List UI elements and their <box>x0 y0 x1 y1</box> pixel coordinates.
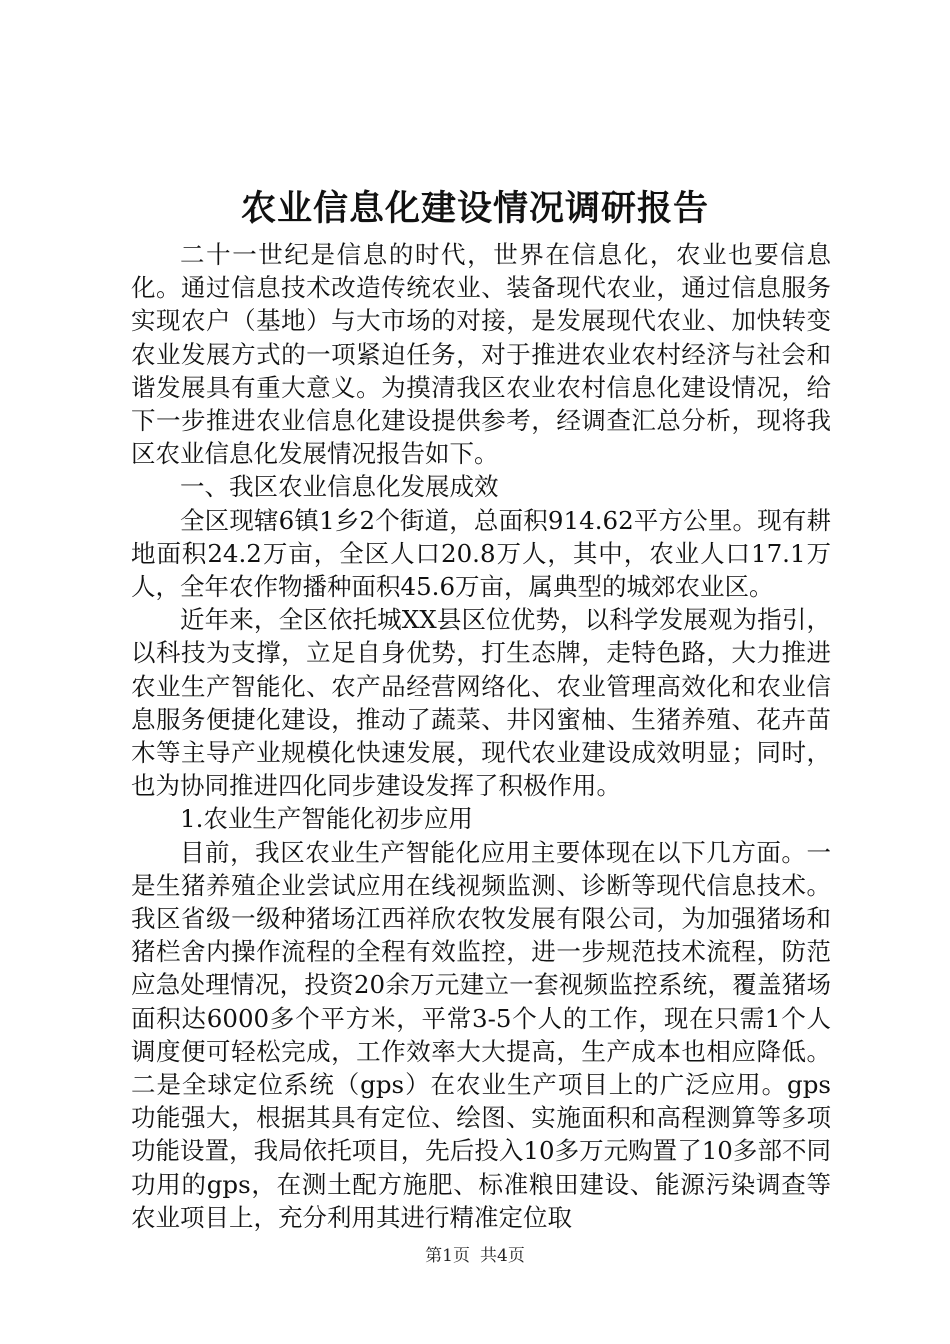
page-number: 第1页 <box>425 1246 470 1266</box>
page-footer <box>0 1244 950 1268</box>
paragraph-district-overview: 全区现辖6镇1乡2个街道，总面积914.62平方公里。现有耕地面积24.2万亩，全区人口20.8万人，其中，农业人口17.1万人，全年农作物播种面积45.6万亩，属典型的城郊农业区。 <box>131 505 831 602</box>
paragraph-intelligent-production: 目前，我区农业生产智能化应用主要体现在以下几方面。一是生猪养殖企业尝试应用在线视频监测、诊断等现代信息技术。我区省级一级种猪场江西祥欣农牧发展有限公司，为加强猪场和猪栏舍内操作流程的全程有效监控，进一步规范技术流程，防范应急处理情况，投资20余万元建立一套视频监控系统，覆盖猪场面积达6000多个平方米，平常3-5个人的工作，现在只需1个人调度便可轻松完成，工作效率大大提高，生产成本也相应降低。二是全球定位系统（gps）在农业生产项目上的广泛应用。gps功能强大，根据其具有定位、绘图、实施面积和高程测算等多项功能设置，我局依托项目，先后投入10多万元购置了10多部不同功用的gps，在测土配方施肥、标准粮田建设、能源污染调查等农业项目上，充分利用其进行精准定位取 <box>131 837 831 1232</box>
subsection-heading-intelligent-production: 1.农业生产智能化初步应用 <box>180 804 473 834</box>
section-heading-achievements: 一、我区农业信息化发展成效 <box>180 472 499 502</box>
page-total: 共4页 <box>480 1246 525 1266</box>
document-title: 农业信息化建设情况调研报告 <box>240 188 709 229</box>
paragraph-intro: 二十一世纪是信息的时代，世界在信息化，农业也要信息化。通过信息技术改造传统农业、装备现代农业，通过信息服务实现农户（基地）与大市场的对接，是发展现代农业、加快转变农业发展方式的一项紧迫任务，对于推进农业农村经济与社会和谐发展具有重大意义。为摸清我区农业农村信息化建设情况，给下一步推进农业信息化建设提供参考，经调查汇总分析，现将我区农业信息化发展情况报告如下。 <box>131 240 831 469</box>
document-body <box>131 238 831 1234</box>
paragraph-recent-years: 近年来，全区依托城XX县区位优势，以科学发展观为指引，以科技为支撑，立足自身优势，打生态牌，走特色路，大力推进农业生产智能化、农产品经营网络化、农业管理高效化和农业信息服务便捷化建设，推动了蔬菜、井冈蜜柚、生猪养殖、花卉苗木等主导产业规模化快速发展，现代农业建设成效明显；同时，也为协同推进四化同步建设发挥了积极作用。 <box>131 605 831 801</box>
